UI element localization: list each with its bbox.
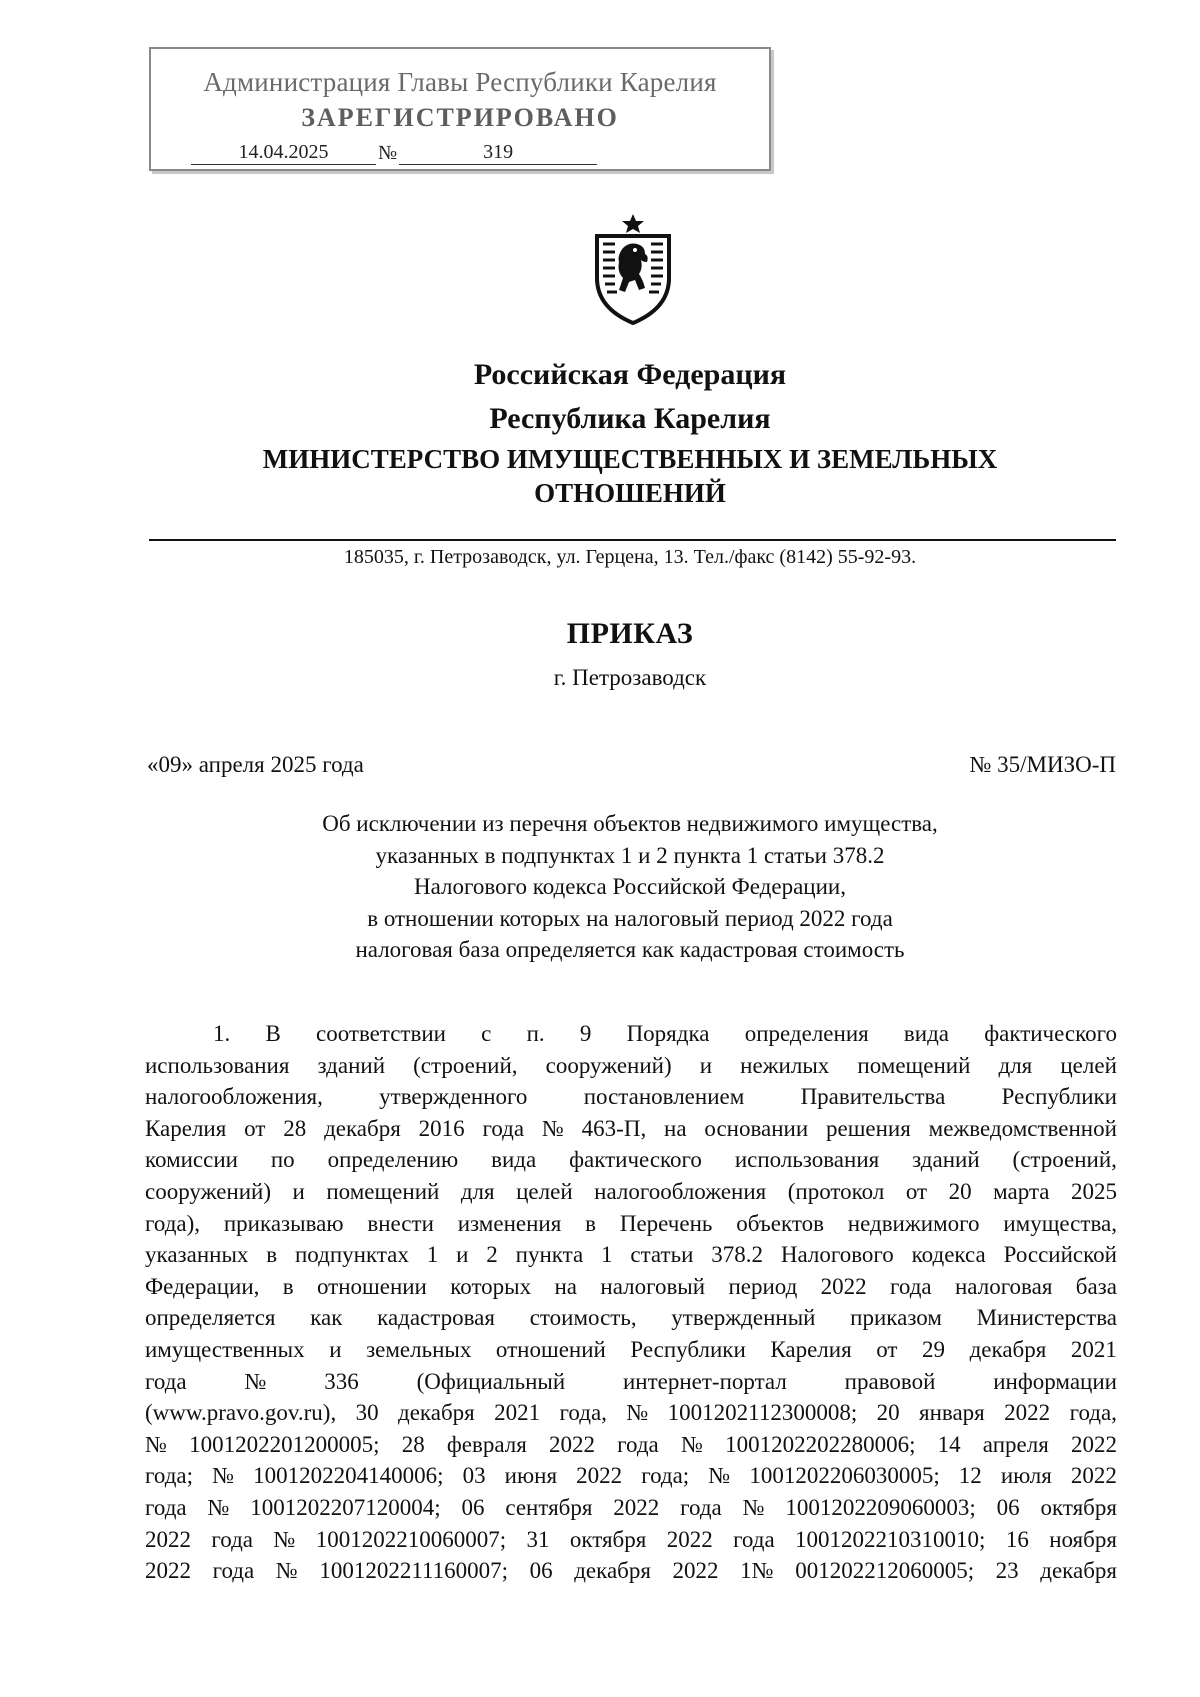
body-line <box>145 1397 1117 1429</box>
order-number: № 35/МИЗО-П <box>969 752 1116 777</box>
body-word: определению <box>327 1147 459 1173</box>
body-word: апреля <box>982 1431 1049 1457</box>
header-divider <box>149 539 1116 541</box>
body-word: 23 <box>995 1558 1019 1584</box>
body-word: утвержденный <box>671 1305 816 1331</box>
body-line <box>145 1081 1117 1113</box>
body-word: в <box>266 1242 278 1268</box>
body-word: 29 <box>922 1336 946 1362</box>
body-word: для <box>460 1178 495 1204</box>
body-line <box>145 1460 1117 1492</box>
body-word: года <box>212 1558 255 1584</box>
body-word: в <box>282 1273 294 1299</box>
body-word: (строений, <box>413 1052 518 1078</box>
order-date: «09» апреля 2025 года <box>147 752 364 777</box>
body-word: нежилых <box>740 1052 830 1078</box>
body-word: подпунктах <box>295 1242 409 1268</box>
body-word: имущества, <box>1003 1210 1117 1236</box>
body-word: июня <box>504 1463 558 1489</box>
body-word: Федерации, <box>145 1273 260 1299</box>
body-word: в <box>585 1210 596 1236</box>
body-word: от <box>244 1115 266 1141</box>
body-word: соответствии <box>316 1021 446 1046</box>
body-word: приказом <box>850 1305 942 1331</box>
body-word: постановлением <box>583 1084 745 1110</box>
body-line <box>145 1208 1117 1240</box>
body-word: 463-П, <box>581 1115 647 1141</box>
body-word: приказываю <box>223 1210 344 1236</box>
body-word: Карелия <box>770 1336 852 1362</box>
body-word: года <box>680 1494 722 1520</box>
body-word: 06 <box>996 1494 1020 1520</box>
body-word: 2021 <box>1070 1336 1117 1362</box>
body-line <box>145 1524 1117 1556</box>
body-word: п. <box>526 1021 545 1046</box>
body-word: и <box>329 1336 342 1362</box>
body-word: 2022 <box>145 1558 191 1584</box>
body-word: основании <box>704 1115 809 1141</box>
body-word: целей <box>1060 1052 1117 1078</box>
body-word: 14 <box>937 1431 961 1457</box>
body-word: информации <box>993 1368 1117 1394</box>
body-word: интернет-портал <box>622 1368 787 1394</box>
body-word: года; <box>641 1463 690 1489</box>
body-word: 31 <box>526 1526 550 1552</box>
body-word: и <box>456 1242 469 1268</box>
subject-line: в отношении которых на налоговый период 2022 года <box>367 905 893 931</box>
body-word: года <box>145 1368 187 1394</box>
body-word: года <box>145 1494 187 1520</box>
body-word: вида <box>903 1021 950 1046</box>
body-line <box>145 1555 1117 1587</box>
body-word: 1001202209060003; <box>785 1494 976 1520</box>
body-line <box>145 1302 1117 1334</box>
body-word: № <box>273 1526 296 1552</box>
body-word: 2021 <box>494 1400 541 1426</box>
body-line <box>145 1239 1117 1271</box>
body-word: Министерства <box>976 1305 1117 1331</box>
body-line <box>145 1334 1117 1366</box>
body-word: использования <box>734 1147 880 1173</box>
ministry-heading-line1: МИНИСТЕРСТВО ИМУЩЕСТВЕННЫХ И ЗЕМЕЛЬНЫХ <box>262 444 998 474</box>
body-word: 1001202210060007; <box>315 1526 507 1552</box>
body-word: Республики <box>1001 1084 1117 1110</box>
body-word: недвижимого <box>847 1210 980 1236</box>
body-word: 2022 <box>1070 1463 1117 1489</box>
body-word: 16 <box>1005 1526 1029 1552</box>
subject-line: Об исключении из перечня объектов недвижимого имущества, <box>322 811 938 836</box>
body-word: года <box>617 1431 659 1457</box>
body-word: 2016 <box>418 1115 465 1141</box>
subject-line: налоговая база определяется как кадастровая стоимость <box>355 937 905 962</box>
body-word: объектов <box>736 1210 824 1236</box>
body-word: налогообложения <box>594 1178 767 1204</box>
body-word: Республики <box>630 1336 746 1362</box>
body-word: № <box>680 1431 703 1457</box>
body-word: сентября <box>505 1494 593 1520</box>
body-word: В <box>265 1021 281 1046</box>
body-word: 336 <box>324 1368 359 1394</box>
ministry-heading <box>130 442 1130 510</box>
body-word: вида <box>491 1147 537 1173</box>
body-word: декабря <box>574 1558 651 1584</box>
body-word: 378.2 <box>711 1242 764 1268</box>
body-word: февраля <box>446 1431 527 1457</box>
body-word: комиссии <box>145 1147 238 1173</box>
body-word: межведомственной <box>928 1115 1117 1141</box>
body-word: года <box>211 1526 253 1552</box>
body-word: фактического <box>984 1021 1117 1046</box>
ministry-heading-line2: ОТНОШЕНИЙ <box>534 478 726 508</box>
body-word: № <box>212 1463 235 1489</box>
body-word: 1 <box>426 1242 439 1268</box>
body-word: сооружений) <box>545 1052 672 1078</box>
body-word: 28 <box>401 1431 425 1457</box>
body-word: 2022 <box>576 1463 623 1489</box>
body-word: января <box>919 1400 985 1426</box>
body-word: 1№ <box>740 1558 774 1584</box>
country-heading: Российская Федерация <box>473 358 787 391</box>
body-word: № <box>742 1494 765 1520</box>
body-word: октября <box>569 1526 647 1552</box>
body-word: № <box>541 1115 564 1141</box>
body-word: 03 <box>462 1463 486 1489</box>
body-word: с <box>481 1021 492 1046</box>
body-word: 30 <box>355 1400 379 1426</box>
body-word: декабря <box>398 1400 475 1426</box>
stamp-registration-row <box>191 141 597 165</box>
body-word: налогообложения, <box>145 1084 323 1110</box>
body-word: база <box>1075 1273 1117 1299</box>
body-word: внести <box>367 1210 434 1236</box>
body-word: налоговый <box>600 1273 706 1299</box>
body-line <box>145 1429 1117 1461</box>
body-line <box>145 1050 1117 1082</box>
body-word: года, <box>1069 1400 1117 1426</box>
body-word: 2022 <box>666 1526 713 1552</box>
body-word: Перечень <box>619 1210 713 1236</box>
stamp-date: 14.04.2025 <box>191 141 376 165</box>
body-word: № <box>145 1431 167 1457</box>
stamp-number-sign: № <box>378 142 398 164</box>
body-word: 2022 <box>613 1494 660 1520</box>
body-word: 20 <box>876 1400 900 1426</box>
body-word: 2022 <box>820 1273 867 1299</box>
body-word: июля <box>1000 1463 1052 1489</box>
stamp-authority: Администрация Главы Республики Карелия <box>203 67 717 97</box>
body-word: решения <box>826 1115 911 1141</box>
body-word: стоимость, <box>529 1305 637 1331</box>
body-word: правовой <box>844 1368 936 1394</box>
body-word: 12 <box>958 1463 982 1489</box>
body-word: на <box>554 1273 578 1299</box>
body-word: 2022 <box>1004 1400 1051 1426</box>
body-word: 2022 <box>672 1558 719 1584</box>
body-word: и <box>292 1178 305 1204</box>
body-word: которых <box>450 1273 532 1299</box>
body-word: 001202212060005; <box>795 1558 975 1584</box>
registration-stamp <box>149 47 771 171</box>
body-word: 1001202204140006; <box>253 1463 444 1489</box>
body-word: определения <box>744 1021 869 1046</box>
document-type-title: ПРИКАЗ <box>566 617 694 650</box>
body-word: (www.pravo.gov.ru), <box>145 1400 337 1426</box>
body-word: № <box>626 1400 649 1426</box>
body-word: определяется <box>145 1305 276 1331</box>
body-word: 1001202211160007; <box>319 1558 509 1584</box>
body-word: № <box>275 1558 298 1584</box>
body-word: пункта <box>515 1242 584 1268</box>
body-word: отношении <box>316 1273 427 1299</box>
body-word: изменения <box>457 1210 562 1236</box>
body-word: 2022 <box>145 1526 191 1552</box>
order-body-paragraph <box>145 1018 1117 1587</box>
body-line <box>145 1366 1117 1398</box>
body-word: 1001202202280006; <box>725 1431 916 1457</box>
body-word: (Официальный <box>416 1368 566 1394</box>
subject-line: указанных в подпунктах 1 и 2 пункта 1 статьи 378.2 <box>375 842 885 868</box>
body-word: года; <box>145 1463 193 1489</box>
body-word: 2 <box>486 1242 498 1268</box>
body-word: 1001202112300008; <box>667 1400 858 1426</box>
body-word: целей <box>516 1178 573 1204</box>
body-word: декабря <box>969 1336 1047 1362</box>
body-word: и <box>699 1052 713 1078</box>
body-word: сооружений) <box>145 1178 271 1204</box>
body-word: имущественных <box>145 1336 305 1362</box>
body-word: (строений, <box>1012 1147 1117 1173</box>
body-word: года <box>890 1273 932 1299</box>
body-word: от <box>905 1178 928 1204</box>
stamp-registered-label: ЗАРЕГИСТРИРОВАНО <box>301 103 619 132</box>
body-word: кадастровая <box>377 1305 495 1331</box>
body-word: зданий <box>912 1147 980 1173</box>
body-word: 06 <box>461 1494 485 1520</box>
body-word: отношений <box>495 1336 606 1362</box>
body-word: помещений <box>857 1052 971 1078</box>
body-word: 06 <box>529 1558 553 1584</box>
body-word: 1001202206030005; <box>749 1463 940 1489</box>
body-word: декабря <box>324 1115 401 1141</box>
body-word: статьи <box>630 1242 694 1268</box>
body-word: 2022 <box>548 1431 595 1457</box>
body-word: фактического <box>569 1147 702 1173</box>
body-word: (протокол <box>787 1178 885 1204</box>
body-word: зданий <box>317 1052 386 1078</box>
body-word: 1001202201200005; <box>189 1431 380 1457</box>
body-word: 20 <box>948 1178 972 1204</box>
body-word: по <box>270 1147 295 1173</box>
body-line <box>145 1492 1117 1524</box>
ministry-address: 185035, г. Петрозаводск, ул. Герцена, 13. Тел./факс (8142) 55-92-93. <box>343 546 917 568</box>
body-word: Карелия <box>145 1115 227 1141</box>
body-word: 2022 <box>1070 1431 1117 1457</box>
order-subject <box>130 808 1130 966</box>
body-word: Порядка <box>626 1021 710 1046</box>
body-word: 1001202210310010; <box>795 1526 986 1552</box>
body-word: ноября <box>1049 1526 1117 1552</box>
body-word: 1 <box>601 1242 613 1268</box>
karelia-coat-of-arms-icon <box>583 212 683 326</box>
body-word: марта <box>993 1178 1050 1204</box>
body-word: кодекса <box>911 1242 986 1268</box>
body-word: года <box>733 1526 775 1552</box>
body-word: земельных <box>366 1336 472 1362</box>
body-line <box>145 1271 1117 1303</box>
body-word: налоговая <box>955 1273 1053 1299</box>
body-word: от <box>876 1336 898 1362</box>
body-word: утвержденного <box>379 1084 528 1110</box>
body-line <box>145 1018 1117 1050</box>
body-line <box>145 1144 1117 1176</box>
body-word: 1001202207120004; <box>250 1494 441 1520</box>
body-word: 2025 <box>1071 1178 1117 1204</box>
body-word: 28 <box>283 1115 307 1141</box>
body-word: года), <box>145 1210 201 1236</box>
body-word: период <box>728 1273 798 1299</box>
body-word: Правительства <box>800 1084 946 1110</box>
body-word: помещений <box>326 1178 440 1204</box>
document-city: г. Петрозаводск <box>553 665 707 690</box>
body-word: как <box>310 1305 343 1331</box>
body-word: на <box>664 1115 687 1141</box>
body-word: 1. <box>213 1021 231 1046</box>
body-word: № <box>207 1494 230 1520</box>
body-word: 9 <box>579 1021 592 1046</box>
body-line <box>145 1176 1117 1208</box>
body-word: года, <box>559 1400 607 1426</box>
body-line <box>145 1113 1117 1145</box>
body-word: № <box>244 1368 267 1394</box>
body-word: указанных <box>145 1242 249 1268</box>
body-word: октября <box>1040 1494 1117 1520</box>
body-word: года <box>482 1115 525 1141</box>
body-word: декабря <box>1040 1558 1117 1584</box>
body-word: использования <box>145 1052 290 1078</box>
subject-line: Налогового кодекса Российской Федерации, <box>414 874 846 899</box>
body-word: Российской <box>1003 1242 1117 1268</box>
body-word: Налогового <box>780 1242 894 1268</box>
body-word: для <box>998 1052 1033 1078</box>
republic-heading: Республика Карелия <box>489 402 771 435</box>
stamp-number: 319 <box>399 141 597 165</box>
body-word: № <box>708 1463 731 1489</box>
